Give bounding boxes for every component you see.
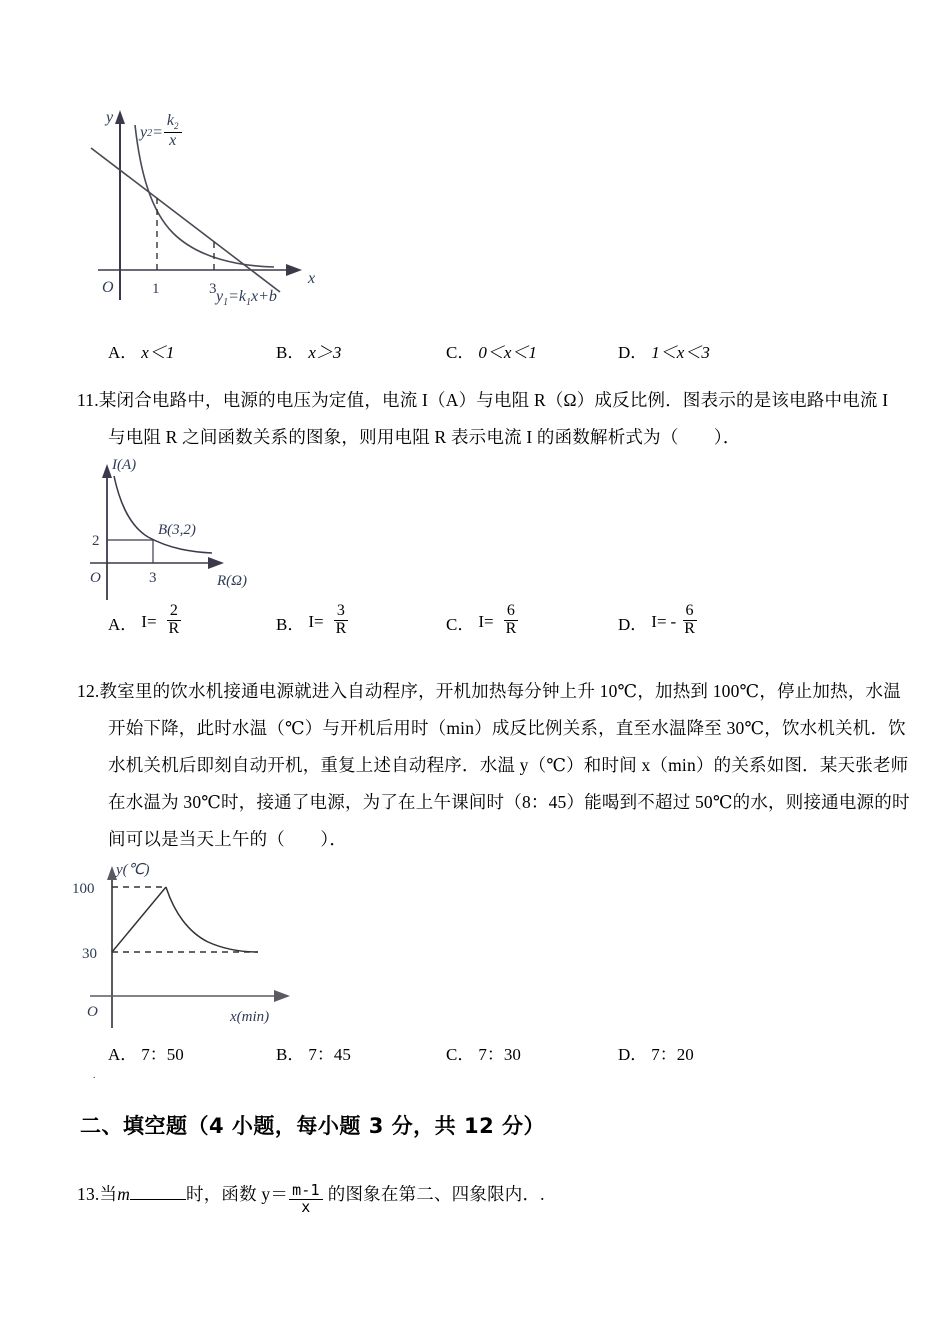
q10-line-label: [216, 288, 277, 308]
q11-option-c-numerator: 6: [504, 603, 518, 621]
q12-line-4: [108, 784, 910, 821]
q10-curve-label-fraction: [164, 113, 182, 149]
q11-option-d-lhs: I=: [651, 612, 667, 632]
y-axis-arrow: [102, 464, 112, 478]
q12-option-b[interactable]: [276, 1040, 446, 1065]
q10-option-a-text: x＜1: [141, 343, 175, 362]
q12-text-3: 水机关机后即刻自动开机，重复上述自动程序．水温 y（℃）和时间 x（min）的关系如图．某天张老师: [108, 755, 909, 775]
section-2-heading: [80, 1110, 545, 1140]
x-axis-arrow: [274, 990, 290, 1002]
q11-option-d-numerator: 6: [683, 603, 697, 621]
q13-fraction-denominator: x: [301, 1197, 311, 1216]
stray-mark-1: .: [93, 1070, 96, 1081]
q11-option-c-label: C．: [446, 614, 475, 634]
q12-option-d[interactable]: [618, 1040, 694, 1065]
q11-x-axis-label: R(Ω): [217, 573, 247, 589]
q10-option-c-text: 0＜x＜1: [478, 343, 537, 362]
heating-ramp-segment: [112, 887, 166, 952]
q11-y-tick-2: 2: [92, 533, 100, 549]
x-axis-arrow: [208, 557, 224, 569]
q11-option-d-label: D．: [618, 614, 648, 634]
q11-option-a-denominator: R: [168, 619, 180, 637]
q13-trailing-dot: .: [540, 1184, 545, 1204]
q11-options: [108, 602, 898, 640]
q13-variable: m: [117, 1184, 131, 1204]
q12-line-3: [108, 747, 908, 784]
q12-option-a-label: A．: [108, 1045, 138, 1064]
q12-y-axis-label: y(℃): [116, 862, 150, 878]
q10-option-c[interactable]: [446, 338, 618, 363]
inverse-proportion-curve: [114, 476, 212, 553]
q10-option-b-text: x＞3: [308, 343, 342, 362]
q12-option-c-label: C．: [446, 1045, 475, 1064]
q10-curve-label: [140, 112, 183, 151]
q11-option-b[interactable]: [276, 602, 446, 640]
q11-option-b-denominator: R: [335, 619, 347, 637]
q11-option-d[interactable]: [618, 602, 699, 640]
q10-x-tick-1: 1: [152, 281, 160, 297]
q11-figure: [72, 452, 352, 602]
q10-curve-num-sub: 2: [174, 121, 179, 132]
q10-line-label-eq: =k: [228, 288, 247, 305]
q10-curve-label-eq: =: [152, 124, 163, 142]
q11-option-c-lhs: I=: [478, 612, 494, 632]
q13-number: 13.: [77, 1184, 100, 1204]
q10-origin-label: O: [102, 279, 114, 296]
q10-y-axis-label: y: [106, 109, 114, 126]
q10-line-label-rest: x+b: [251, 288, 277, 305]
q12-line-5: [108, 821, 347, 858]
q10-options: [108, 338, 898, 363]
section-2-heading-text: 二、填空题（4 小题，每小题 3 分，共 12 分）: [80, 1114, 546, 1138]
q11-origin-label: O: [90, 570, 101, 586]
cooling-curve-segment: [166, 887, 258, 952]
q10-option-d-text: 1＜x＜3: [651, 343, 710, 362]
q10-option-b[interactable]: [276, 338, 446, 363]
q12-option-c[interactable]: [446, 1040, 618, 1065]
q11-option-b-lhs: I=: [308, 612, 324, 632]
q13-fraction: [289, 1183, 323, 1216]
q11-text-1: 某闭合电路中，电源的电压为定值，电流 I（A）与电阻 R（Ω）成反比例．图表示的是该电路中电流 I: [98, 390, 889, 410]
q12-option-d-label: D．: [618, 1045, 648, 1064]
q11-option-b-label: B．: [276, 614, 305, 634]
q12-number: 12.: [77, 681, 100, 701]
q13-answer-blank[interactable]: [130, 1184, 186, 1200]
q11-option-b-numerator: 3: [334, 603, 348, 621]
q10-line-label-lhs-sub: 1: [223, 297, 229, 309]
q11-option-a-numerator: 2: [167, 603, 181, 621]
q12-option-c-text: 7：30: [478, 1045, 521, 1064]
q11-number: 11.: [77, 390, 99, 410]
q12-text-1: 教室里的饮水机接通电源就进入自动程序，开机加热每分钟上升 10℃，加热到 100℃，停止加热，水温: [99, 681, 901, 701]
q10-x-axis-label: x: [308, 270, 316, 287]
q11-line-2: [108, 419, 741, 456]
q12-x-axis-label: x(min): [230, 1009, 270, 1025]
q10-line-label-k-sub: 1: [246, 297, 252, 309]
q12-options: [108, 1040, 898, 1065]
x-axis-arrow: [286, 264, 302, 276]
q11-option-c-fraction: [503, 603, 520, 638]
q13-suffix: 的图象在第二、四象限内．: [327, 1184, 541, 1204]
q11-option-d-sign: -: [670, 612, 677, 632]
q12-option-a[interactable]: [108, 1040, 276, 1065]
q12-option-b-text: 7：45: [308, 1045, 351, 1064]
q11-option-b-fraction: [333, 603, 350, 638]
q10-curve-den: x: [169, 131, 177, 149]
q12-line-1: [77, 673, 901, 710]
q10-option-d-label: D．: [618, 343, 648, 362]
q11-option-c-denominator: R: [505, 619, 517, 637]
q11-text-2: 与电阻 R 之间函数关系的图象，则用电阻 R 表示电流 I 的函数解析式为（ ）．: [108, 427, 741, 447]
q11-option-a-label: A．: [108, 614, 138, 634]
q10-option-d[interactable]: [618, 338, 710, 363]
q11-option-a-fraction: [166, 603, 183, 638]
q12-origin-label: O: [87, 1004, 98, 1020]
q12-figure: [62, 856, 362, 1036]
q10-option-a[interactable]: [108, 338, 276, 363]
q10-option-c-label: C．: [446, 343, 475, 362]
q11-option-c[interactable]: [446, 602, 618, 640]
q10-curve-label-lhs-sub: 2: [147, 127, 153, 139]
q11-x-tick-3: 3: [149, 570, 157, 586]
q13-prefix: 当: [99, 1184, 118, 1204]
q13-mid: 时，函数 y＝: [186, 1184, 289, 1204]
q10-line-label-lhs: y: [216, 288, 224, 305]
q10-curve-label-lhs: y: [140, 124, 148, 142]
q12-y-tick-100: 100: [72, 881, 95, 897]
q10-figure: [78, 100, 378, 325]
q11-option-d-denominator: R: [684, 619, 695, 637]
q12-option-b-label: B．: [276, 1045, 305, 1064]
q12-line-2: [108, 710, 906, 747]
q11-option-a-lhs: I=: [141, 612, 157, 632]
q13-fraction-numerator: m-1: [289, 1183, 323, 1200]
q10-x-tick-3: 3: [209, 281, 217, 297]
q11-line-1: [77, 382, 888, 419]
q11-y-axis-label: I(A): [112, 457, 137, 473]
q13-line: [77, 1176, 545, 1221]
q12-graph-svg: [62, 856, 362, 1036]
q11-graph-svg: [72, 452, 352, 602]
q11-option-a[interactable]: [108, 602, 276, 640]
q10-curve-num: k: [166, 112, 175, 129]
q10-option-a-label: A．: [108, 343, 138, 362]
q12-text-4: 在水温为 30℃时，接通了电源，为了在上午课间时（8：45）能喝到不超过 50℃的水，则接通电源的时: [108, 792, 910, 812]
q11-option-d-fraction: [681, 603, 698, 638]
q11-point-label: B(3,2): [158, 522, 196, 538]
y-axis-arrow: [115, 110, 125, 124]
q10-option-b-label: B．: [276, 343, 305, 362]
q12-option-d-text: 7：20: [651, 1045, 694, 1064]
q12-option-a-text: 7：50: [141, 1045, 184, 1064]
q12-text-5: 间可以是当天上午的（ ）．: [108, 829, 348, 849]
q12-y-tick-30: 30: [82, 946, 97, 962]
q12-text-2: 开始下降，此时水温（℃）与开机后用时（min）成反比例关系，直至水温降至 30℃，饮水机关机．饮: [108, 718, 906, 738]
